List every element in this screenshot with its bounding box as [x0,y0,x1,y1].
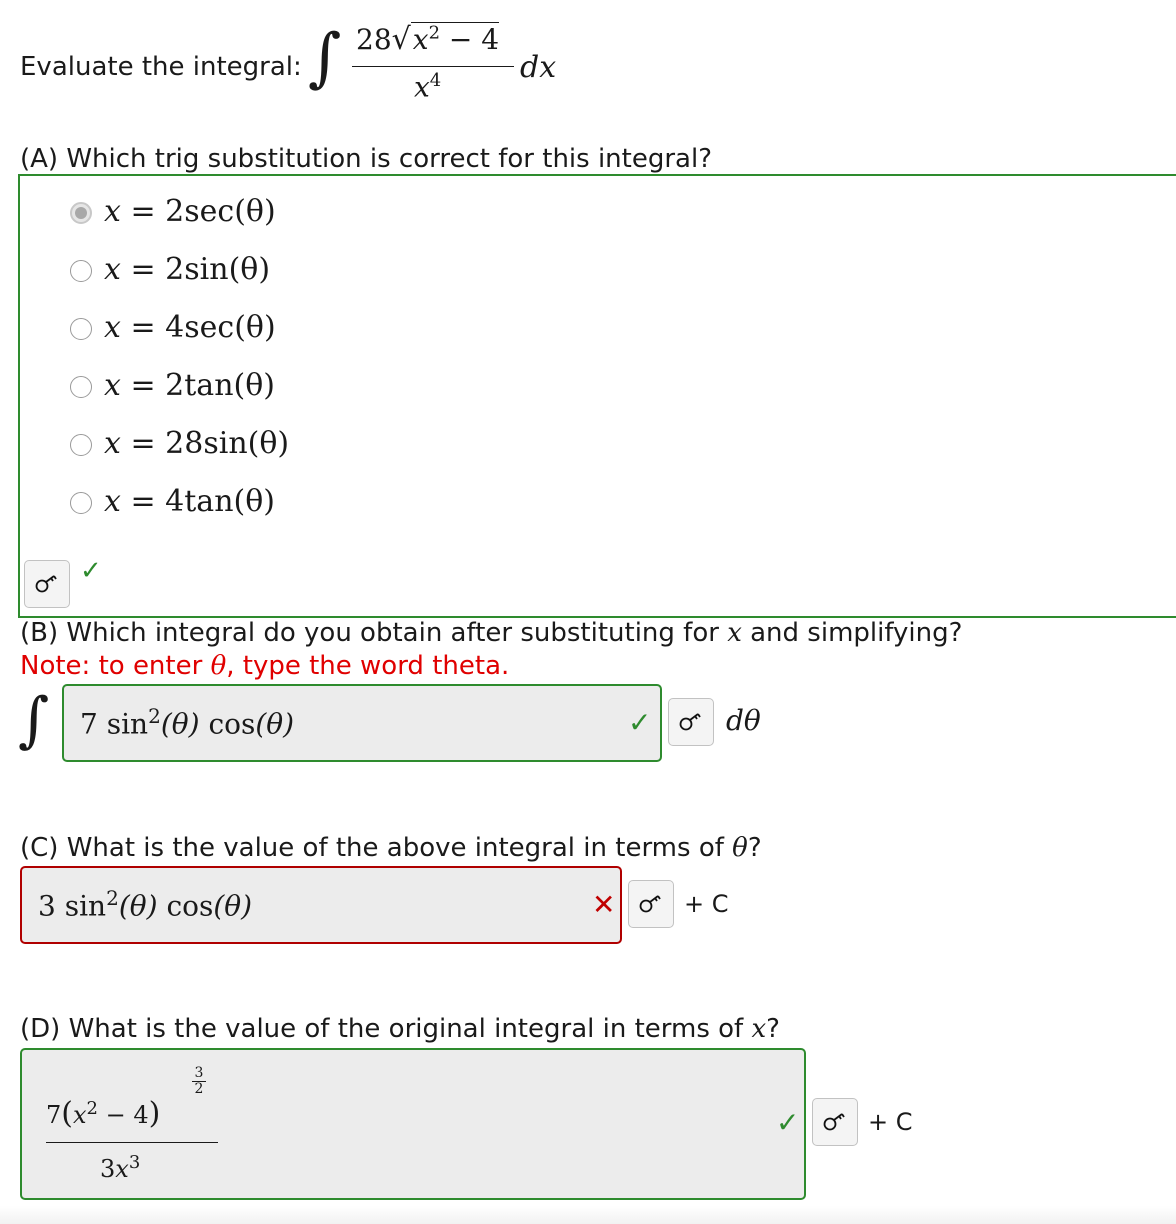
part-b-question: (B) Which integral do you obtain after substituting for x and simplifying? [20,618,963,648]
option-radio[interactable] [70,376,92,398]
option-radio-selected[interactable] [70,202,92,224]
part-d-preview-button[interactable] [812,1098,858,1146]
key-icon [822,1111,848,1133]
option-row[interactable]: x = 2sec(θ) [70,200,390,240]
part-a-status-check: ✓ [80,556,102,586]
option-row[interactable]: x = 2sin(θ) [70,258,390,298]
key-icon [638,893,664,915]
part-c-answer-input[interactable]: 3 $\sin^2(\theta)$ cos(θ) [20,866,622,944]
integral-sign: ∫ [308,21,342,95]
part-c-constant: + C [684,890,729,918]
key-icon [34,573,60,595]
option-row[interactable]: x = 28sin(θ) [70,432,390,472]
option-radio[interactable] [70,434,92,456]
part-c-status-cross: ✕ [592,888,616,921]
part-b-status-check: ✓ [628,706,652,739]
page-bottom-edge [0,1206,1176,1224]
part-b-differential: dθ [726,704,761,737]
option-row[interactable]: x = 2tan(θ) [70,374,390,414]
part-a-preview-button[interactable] [24,560,70,608]
key-icon [678,711,704,733]
problem-label: Evaluate the integral: [20,52,302,82]
part-d-question: (D) What is the value of the original integral in terms of x? [20,1014,780,1044]
part-d-answer-input[interactable] [20,1048,806,1200]
part-b-preview-button[interactable] [668,698,714,746]
part-a-question: (A) Which trig substitution is correct for this integral? [20,144,712,174]
integral-sign: ∫ [18,685,50,755]
problem-integrand: $28√x^2 - 4$ $x^4$ [352,22,514,102]
part-d-constant: + C [868,1108,913,1136]
option-radio[interactable] [70,260,92,282]
part-c-preview-button[interactable] [628,880,674,928]
option-radio[interactable] [70,492,92,514]
part-c-question: (C) What is the value of the above integral in terms of θ? [20,833,762,863]
option-radio[interactable] [70,318,92,340]
option-row[interactable]: x = 4tan(θ) [70,490,390,530]
problem-differential: dx [520,50,557,85]
part-d-fraction: 3 2 $7(x^2 - 4)$ $3x^3$ [46,1056,226,1196]
option-row[interactable]: x = 4sec(θ) [70,316,390,356]
part-b-answer-input[interactable]: 7 $\sin^2(\theta)$ cos(θ) [62,684,662,762]
part-d-status-check: ✓ [776,1106,800,1139]
part-b-note: Note: to enter θ, type the word theta. [20,651,510,681]
